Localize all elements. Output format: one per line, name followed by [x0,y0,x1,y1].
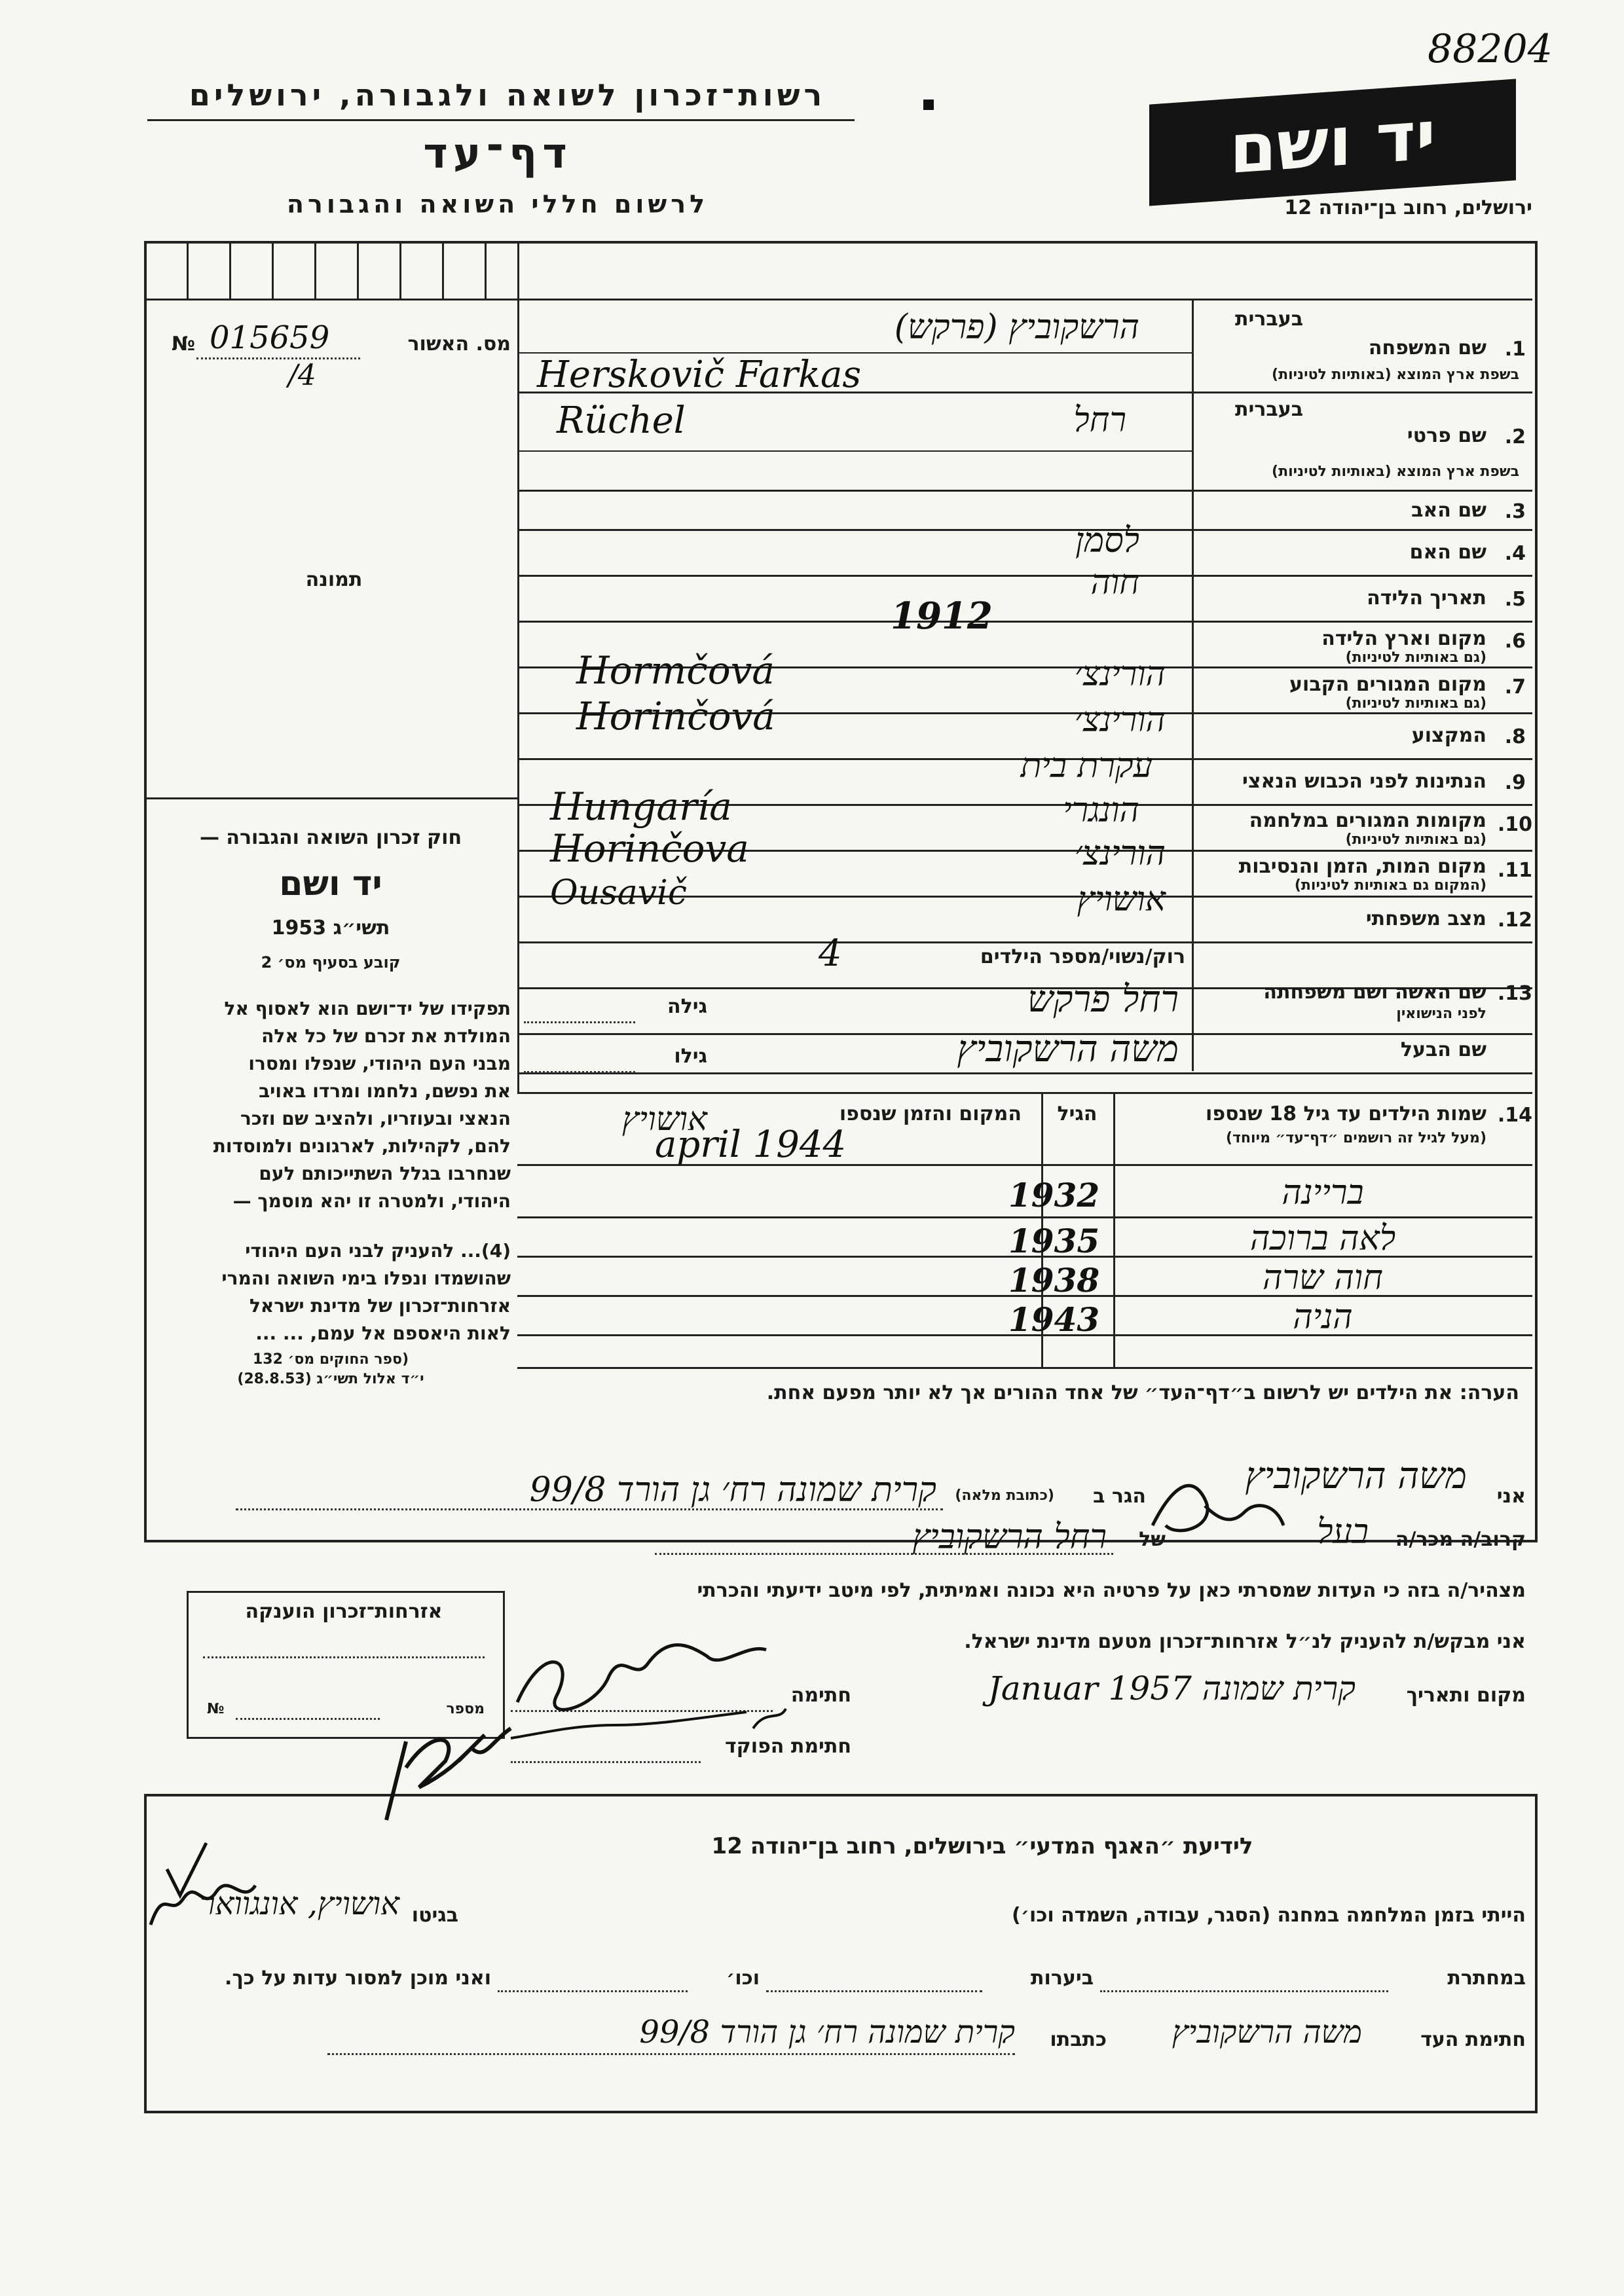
logo-text: יד ושם [1229,94,1436,190]
law-text-line: אזרחות־זכרון של מדינת ישראל [249,1295,511,1317]
institution-name: רשות־זכרון לשואה ולגבורה, ירושלים [189,77,826,113]
field-8-value: עקרת בית [1020,746,1153,786]
approval-no-symbol: № [172,333,196,355]
citizenship-title: אזרחות־זכרון הוענקה [245,1600,443,1623]
field-1-hebrew-value: הרשקוביץ (פרקש) [894,308,1139,347]
child-2-name: לאה ברוכה [1249,1219,1396,1258]
children-date-value: april 1944 [655,1123,847,1166]
decl-i-value: משה הרשקוביץ [1245,1455,1467,1497]
field-13-hint: לפני הנישואין [1396,1006,1486,1022]
intel-line-1: הייתי בזמן המלחמה במחנה (הסגר, עבודה, השמדה וכו׳) [1012,1904,1526,1927]
law-text-line: שנחרבו בגלל השתייכותם לעם [259,1163,511,1184]
field-3-value: לסמן [1075,521,1139,560]
intel-witness-value: משה הרשקוביץ [1172,2014,1362,2050]
child-4-year: 1943 [1008,1300,1100,1339]
law-text-line: להם, לקהילות, לארגונים ולמוסדות [213,1135,511,1157]
field-8-label: המקצוע [1411,724,1486,747]
intel-underground-label: במחתרת [1447,1967,1526,1990]
field-9-hebrew-value: הונגרי [1062,791,1139,830]
field-1-latin-value: Herskovič Farkas [537,354,862,396]
law-text-line: הנאצי ובעוזריו, ולהציב שם וזכר [240,1108,511,1129]
intel-ghetto-value: אושויץ, אונגוואר [200,1886,399,1922]
form-subtitle: לרשום חללי השואה והגבורה [286,190,709,219]
field-11-hint: (המקום גם באותיות לטיניות) [1294,877,1486,894]
decl-resides-hint: (כתובת מלאה) [955,1487,1054,1504]
field-7-hebrew-value: הורינצ׳ [1074,701,1166,740]
children-number: 14. [1497,1104,1532,1127]
decl-signature-label: חתימה [790,1684,851,1707]
law-text-line: המולדת את זכרם של כל אלה [261,1025,511,1047]
field-13-age-label: גילה [667,995,707,1018]
law-text-line: (4)... להעניק לבני העם היהודי [245,1240,511,1262]
citizenship-no-symbol: № [207,1701,225,1717]
field-9-label: הנתינות לפני הכבוש הנאצי [1242,770,1486,793]
field-2-number: 2. [1504,426,1526,448]
field-7-hint: (גם באותיות לטיניות) [1345,695,1486,712]
field-6-label: מקום וארץ הלידה [1321,627,1486,650]
intel-title: לידיעת ״האגף המדעי״ בירושלים, רחוב בן־יהודה 12 [711,1833,1253,1859]
children-note: הערה: את הילדים יש לרשום ב״דף־העד״ של אחד ההורים אך לא יותר מפעם אחת. [766,1381,1519,1404]
field-7-label: מקום המגורים הקבוע [1289,673,1486,696]
field-11-label: מקום המות, הזמן והנסיבות [1238,855,1486,878]
approval-label: מס. האשור [407,333,511,355]
field-1-label: שם המשפחה [1368,337,1486,359]
approval-number-extra: /4 [288,359,316,392]
field-10-hebrew-value: הורינצ׳ [1074,834,1166,873]
law-text-line: לאות היאספם אל עמם, ... ... [255,1322,511,1344]
law-text-line: היהודי, ולמטרה זו יהא מוסמך — [232,1190,511,1212]
law-source: (ספר החוקים מס׳ 132 [252,1351,409,1368]
children-age-header: הגיל [1057,1102,1098,1125]
decl-of-value: רחל הרשקוביץ [912,1518,1107,1557]
law-text-line: את נפשם, נלחמו ומרדו באויב [259,1080,511,1102]
field-7-latin-value: Horinčová [576,694,775,738]
decl-text-1: מצהיר/ה בזה כי העדות שמסרתי כאן על פרטיה היא נכונה ואמיתית, לפי מיטב ידיעתי והכרתי [697,1579,1526,1602]
intel-witness-label: חתימת העד [1420,2028,1526,2051]
field-12-label: מצב משפחתי [1365,907,1486,930]
intel-etc-label: וכו׳ [726,1967,760,1990]
officer-name-scribble [511,1709,786,1738]
intel-address-value: קרית שמונה רח׳ גן הורד 99/8 [639,2014,1015,2050]
law-text-line: תפקידו של יד־ושם הוא לאסוף אל [224,998,511,1019]
decl-place-date-label: מקום ותאריך [1406,1684,1526,1707]
decl-relation-value: בעל [1317,1512,1369,1552]
law-title: חוק זכרון השואה והגבורה — [199,826,462,849]
field-1-hint: בשפת ארץ המוצא (באותיות לטיניות) [1272,367,1519,383]
decl-place-date-value: קרית שמונה Januar 1957 [987,1669,1356,1707]
form-title: דף־עד [423,130,572,178]
husband-value: משה הרשקוביץ [957,1028,1179,1070]
children-label: שמות הילדים עד גיל 18 שנספו [1206,1102,1486,1125]
law-text-line: מבני העם היהודי, שנפלו ומסרו [248,1053,511,1074]
field-11-hebrew-value: אושויץ [1077,880,1166,919]
field-11-number: 11. [1497,859,1532,882]
field-12-value: 4 [819,932,842,975]
field-5-number: 5. [1504,588,1526,611]
field-12-number: 12. [1497,909,1532,932]
decl-of-label: של [1139,1528,1166,1551]
photo-label: תמונה [305,568,363,591]
approval-number: 015659 [210,319,330,356]
decl-relative-label: קרוב/ה מכר/ה [1395,1528,1526,1551]
field-7-number: 7. [1504,676,1526,699]
law-source-date: י״ד אלול תשי״ג (28.8.53) [237,1371,424,1387]
decl-text-2: אני מבקש/ת להעניק לנ״ל אזרחות־זכרון מטעם מדינת ישראל. [964,1630,1526,1653]
intel-address-label: כתבתו [1050,2028,1107,2051]
field-4-value: חוה [1090,563,1139,602]
husband-label: שם הבעל [1400,1038,1486,1061]
field-10-hint: (גם באותיות לטיניות) [1345,831,1486,848]
field-4-label: שם האם [1409,541,1486,564]
field-6-number: 6. [1504,630,1526,653]
children-place-value: אושויץ [621,1100,707,1138]
decl-resides-label: הגר ב [1093,1485,1146,1508]
field-3-label: שם האב [1411,499,1486,522]
field-1-sub: בעברית [1235,308,1303,331]
field-2-sub: בעברית [1235,398,1303,421]
ghetto-scribble [151,1886,255,1925]
law-year: תשי״ג 1953 [271,917,390,939]
field-2-hint: בשפת ארץ המוצא (באותיות לטיניות) [1272,464,1519,480]
child-1-year: 1932 [1008,1176,1100,1214]
law-clause: קובע בסעיף מס׳ 2 [261,953,401,972]
field-13-number: 13. [1497,982,1532,1005]
field-10-number: 10. [1497,813,1532,836]
place-signature [517,1645,766,1710]
law-name: יד ושם [279,864,382,903]
child-3-year: 1938 [1008,1261,1100,1300]
law-text-line: שהושמדו ונפלו בימי השואה והמרי [221,1267,511,1289]
field-8-number: 8. [1504,725,1526,748]
field-6-latin-value: Hormčová [576,648,775,693]
field-6-hebrew-value: הורינצ׳ [1074,655,1166,694]
child-4-name: הניה [1293,1298,1353,1337]
decl-i-label: אני [1496,1485,1526,1508]
intel-ghetto-label: בגיטו [411,1904,458,1927]
field-1-number: 1. [1504,338,1526,361]
field-13-label: שם האשה ושם משפחתה [1263,981,1486,1004]
child-3-name: חוה שרה [1263,1258,1383,1298]
tick-mark [167,1843,206,1895]
children-hint: (מעל לגיל זה רושמים ״דף־עד״ מיוחד) [1225,1130,1486,1146]
husband-age-label: גילו [674,1045,707,1068]
field-5-label: תאריך הלידה [1367,587,1486,610]
field-2-hebrew-value: רחל [1073,401,1126,440]
field-9-latin-value: Hungaría [550,784,732,829]
applicant-signature [1153,1485,1283,1531]
field-6-hint: (גם באותיות לטיניות) [1345,649,1486,666]
officer-signature [386,1728,511,1820]
child-1-name: בריינה [1282,1173,1364,1212]
field-13-value: רחל פרקש [1027,978,1179,1021]
children-place-header: המקום והזמן שנספו [839,1102,1022,1125]
decl-officer-label: חתימת הפוקד [725,1735,851,1758]
field-12-field-label: רוק/נשוי/מספר הילדים [980,945,1185,968]
header-address: ירושלים, רחוב בן־יהודה 12 [1284,196,1532,219]
child-2-year: 1935 [1008,1222,1100,1260]
intel-forests-label: ביערות [1031,1967,1094,1990]
field-2-latin-value: Rüchel [557,399,686,442]
decl-address-value: קרית שמונה רח׳ גן הורד 99/8 [529,1470,936,1510]
field-9-number: 9. [1504,771,1526,794]
field-5-value: 1912 [891,594,993,638]
field-3-number: 3. [1504,500,1526,523]
field-4-number: 4. [1504,542,1526,565]
intel-end-label: ואני מוכן למסור עדות על כך. [225,1967,491,1990]
field-10-label: מקומות המגורים במלחמה [1249,809,1486,832]
field-2-label: שם פרטי [1407,424,1486,447]
field-11-latin-value: Ousavič [550,873,687,913]
archive-number: 88204 [1428,26,1553,72]
field-10-latin-value: Horinčova [550,826,749,871]
citizenship-number-label: מספר [446,1701,485,1717]
